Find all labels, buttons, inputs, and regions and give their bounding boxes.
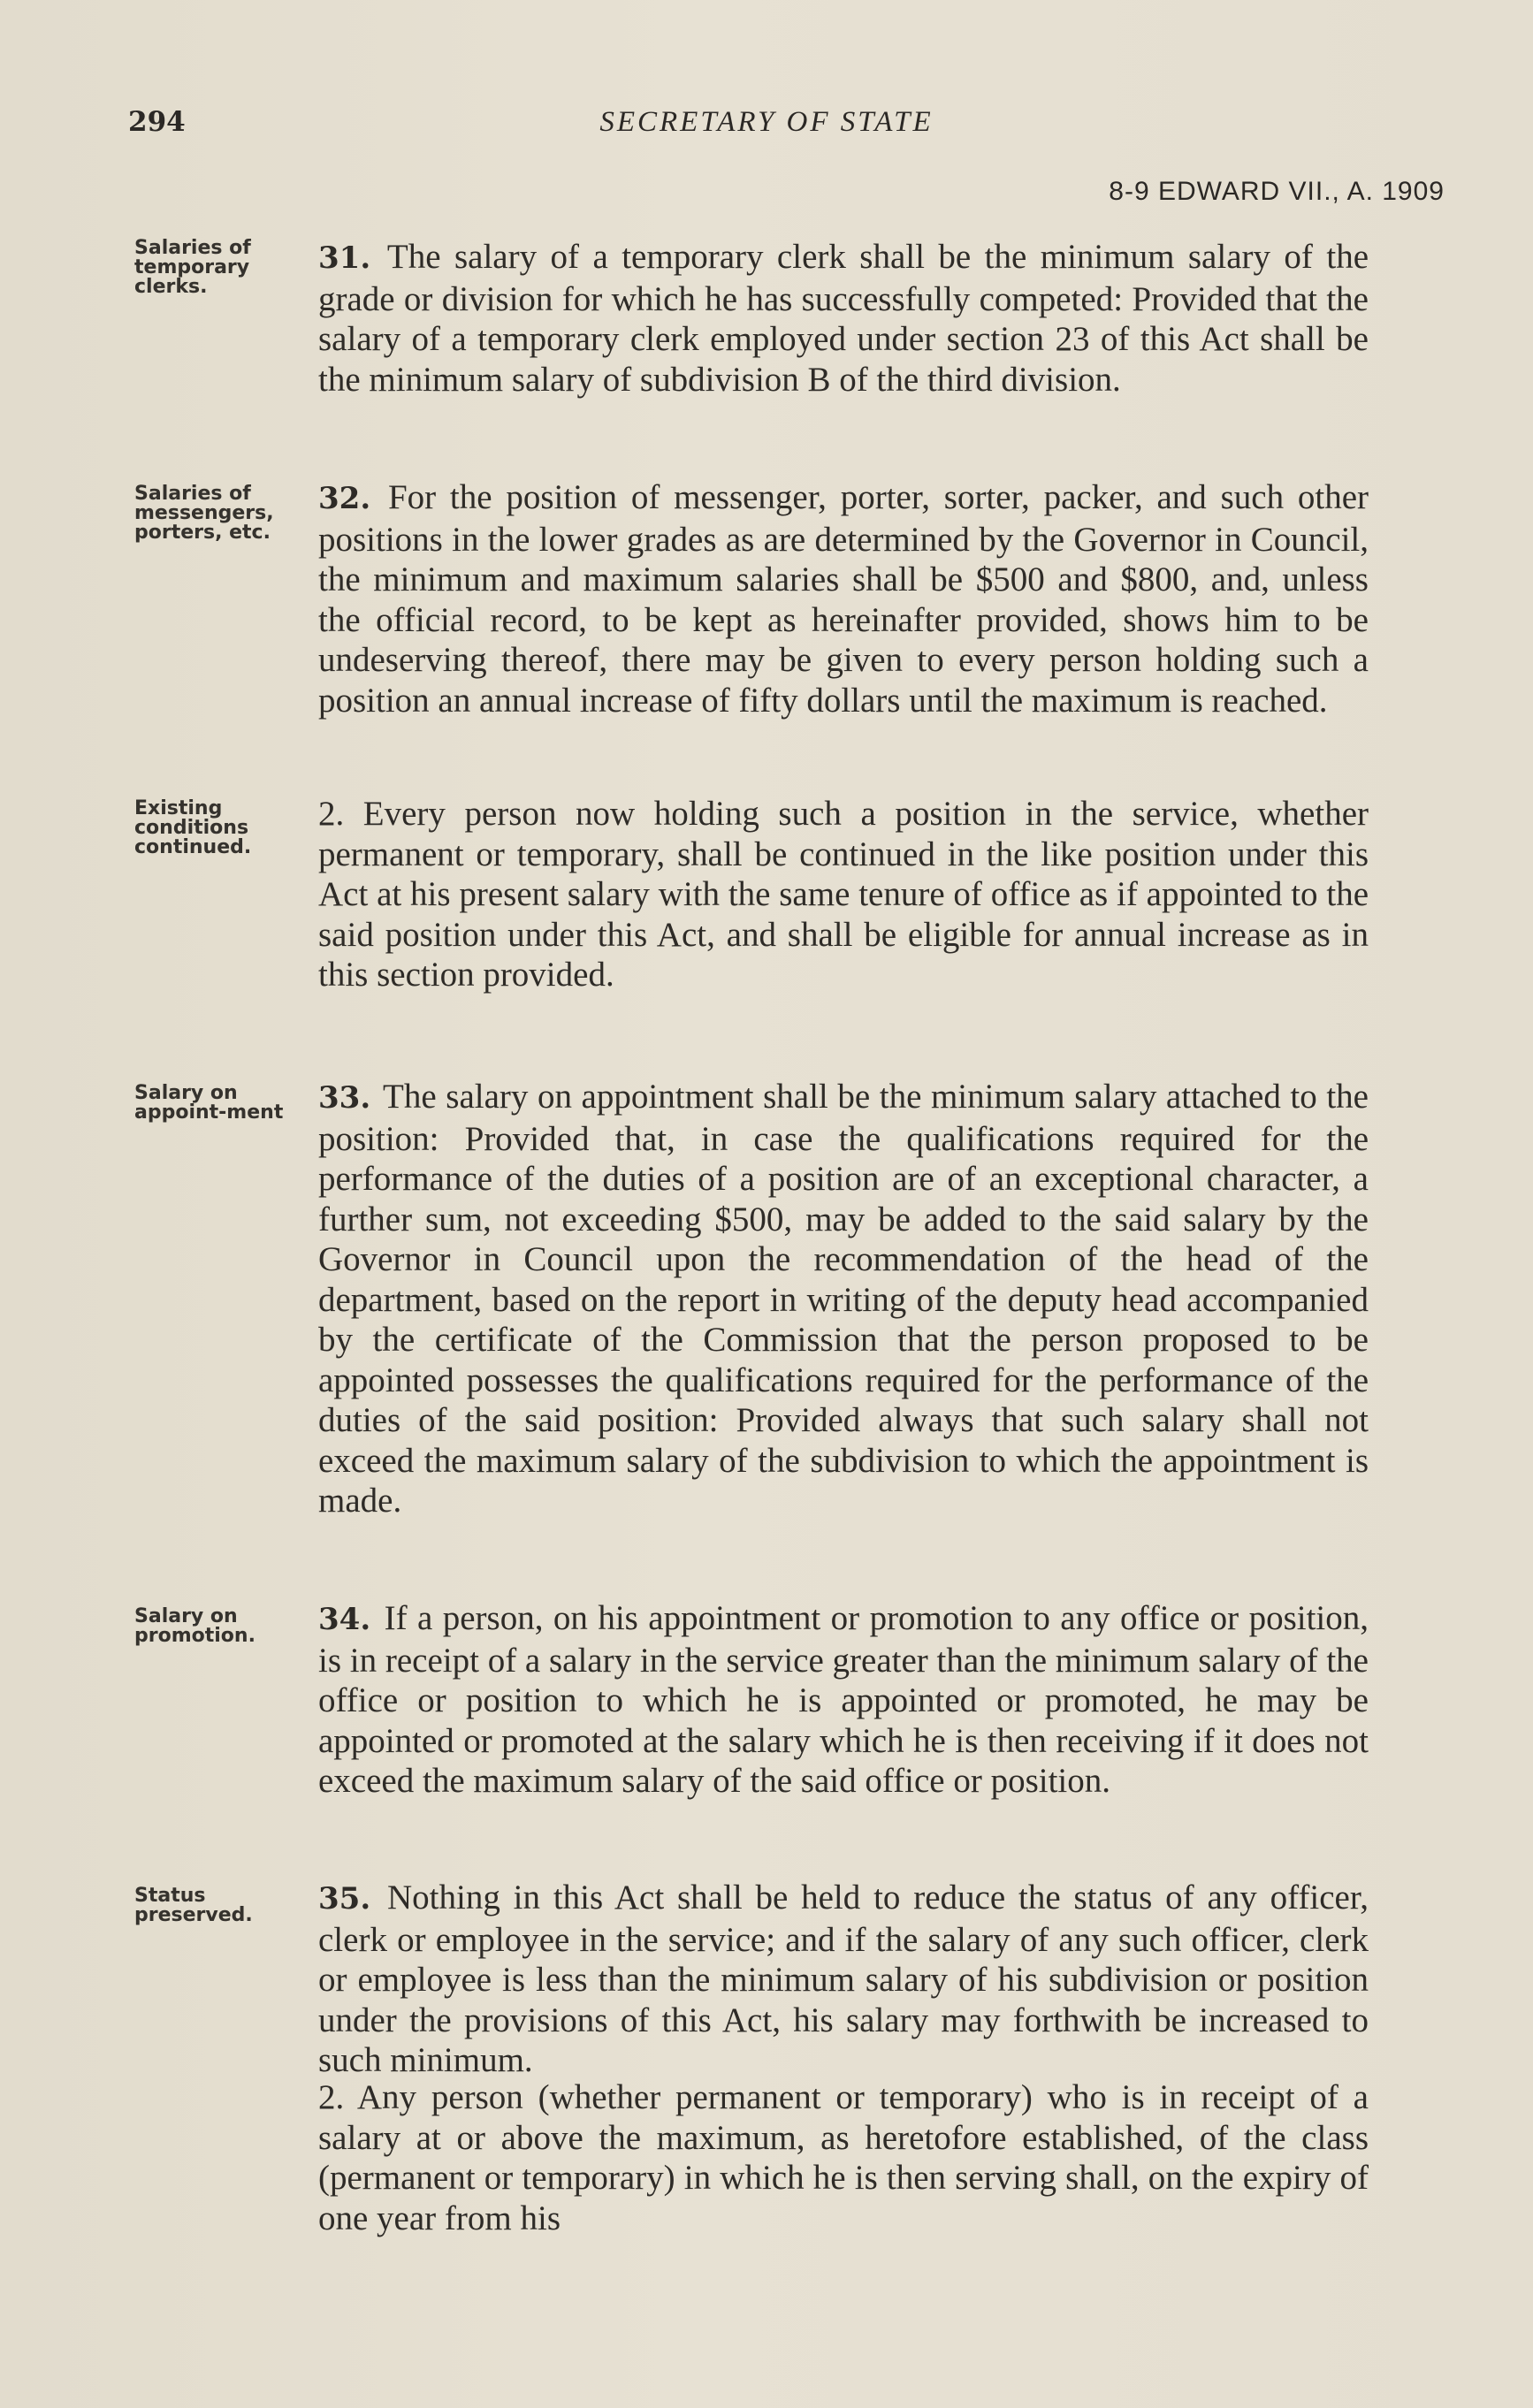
section-body: Nothing in this Act shall be held to reduce the status of any officer, clerk or employee in the service; and if the salary of any such officer, clerk or employee is less than the minimum salary of his subdivision or position under the provisions of this Act, his salary may forthwith be increased to such minimum. bbox=[318, 1878, 1369, 2079]
section-number: 32. bbox=[318, 481, 371, 516]
section-number: 35. bbox=[318, 1881, 371, 1916]
section-text bbox=[318, 794, 1369, 995]
section-body: If a person, on his appointment or promotion to any office or position, is in receipt of a salary in the service greater than the minimum salary of the office or position to which he is appointed or promoted, he may be appointed or promoted at the salary which he is then receiving if it does not exceed the maximum salary of the said office or position. bbox=[318, 1599, 1369, 1800]
margin-note: Existing conditions continued. bbox=[134, 797, 252, 858]
margin-note: Salaries of temporary clerks. bbox=[134, 237, 251, 298]
margin-note: Status preserved. bbox=[134, 1885, 253, 1926]
margin-note: Salary on promotion. bbox=[134, 1605, 256, 1647]
section-body: The salary of a temporary clerk shall be the minimum salary of the grade or division for which he has successfully competed: Provided that the salary of a temporary clerk employed under section 23 of this Act shall be the minimum salary of subdivision B of the third division. bbox=[318, 238, 1369, 399]
section-body: 2. Any person (whether permanent or temporary) who is in receipt of a salary at or above the maximum, as heretofore established, of the class (permanent or temporary) in which he is then serving shall, on the expiry of one year from his bbox=[318, 2078, 1369, 2237]
section-number: 31. bbox=[318, 240, 371, 276]
section-text bbox=[318, 477, 1369, 720]
margin-note: Salaries of messengers, porters, etc. bbox=[134, 483, 274, 544]
section-text bbox=[318, 2077, 1369, 2238]
page-number: 294 bbox=[128, 106, 186, 138]
section-text bbox=[318, 1598, 1369, 1802]
section-number: 33. bbox=[318, 1080, 371, 1116]
section-body: For the position of messenger, porter, sorter, packer, and such other positions in the lower grades as are determined by the Governor in Council, the minimum and maximum salaries shall be $500 and $800, and, unless the official record, to be kept as hereinafter provided, shows him to be undeserving thereof, there may be given to every person holding such a position an annual increase of fifty dollars until the maximum is reached. bbox=[318, 478, 1369, 720]
section-text bbox=[318, 237, 1369, 400]
section-body: The salary on appointment shall be the minimum salary attached to the position: Provided that, in case the qualifications required for the performance of the duties of a position are of an exceptional character, a further sum, not exceeding $500, may be added to the said salary by the Governor in Council upon the recommendation of the head of the department, based on the report in writing of the deputy head accompanied by the certificate of the Commission that the person proposed to be appointed possesses the qualifications required for the performance of the duties of the said position: Provided always that such salary shall not exceed the maximum salary of the subdivision to which the appointment is made. bbox=[318, 1078, 1369, 1520]
running-head: SECRETARY OF STATE bbox=[599, 106, 934, 138]
section-number: 34. bbox=[318, 1602, 371, 1637]
regnal-year: 8-9 EDWARD VII., A. 1909 bbox=[1109, 177, 1445, 206]
margin-note: Salary on appoint-ment bbox=[134, 1082, 284, 1124]
section-text bbox=[318, 1878, 1369, 2081]
section-text bbox=[318, 1077, 1369, 1521]
section-body: 2. Every person now holding such a position in the service, whether permanent or temporary, shall be continued in the like position under this Act at his present salary with the same tenure of office as if appointed to the said position under this Act, and shall be eligible for annual increase as in this section provided. bbox=[318, 795, 1369, 994]
